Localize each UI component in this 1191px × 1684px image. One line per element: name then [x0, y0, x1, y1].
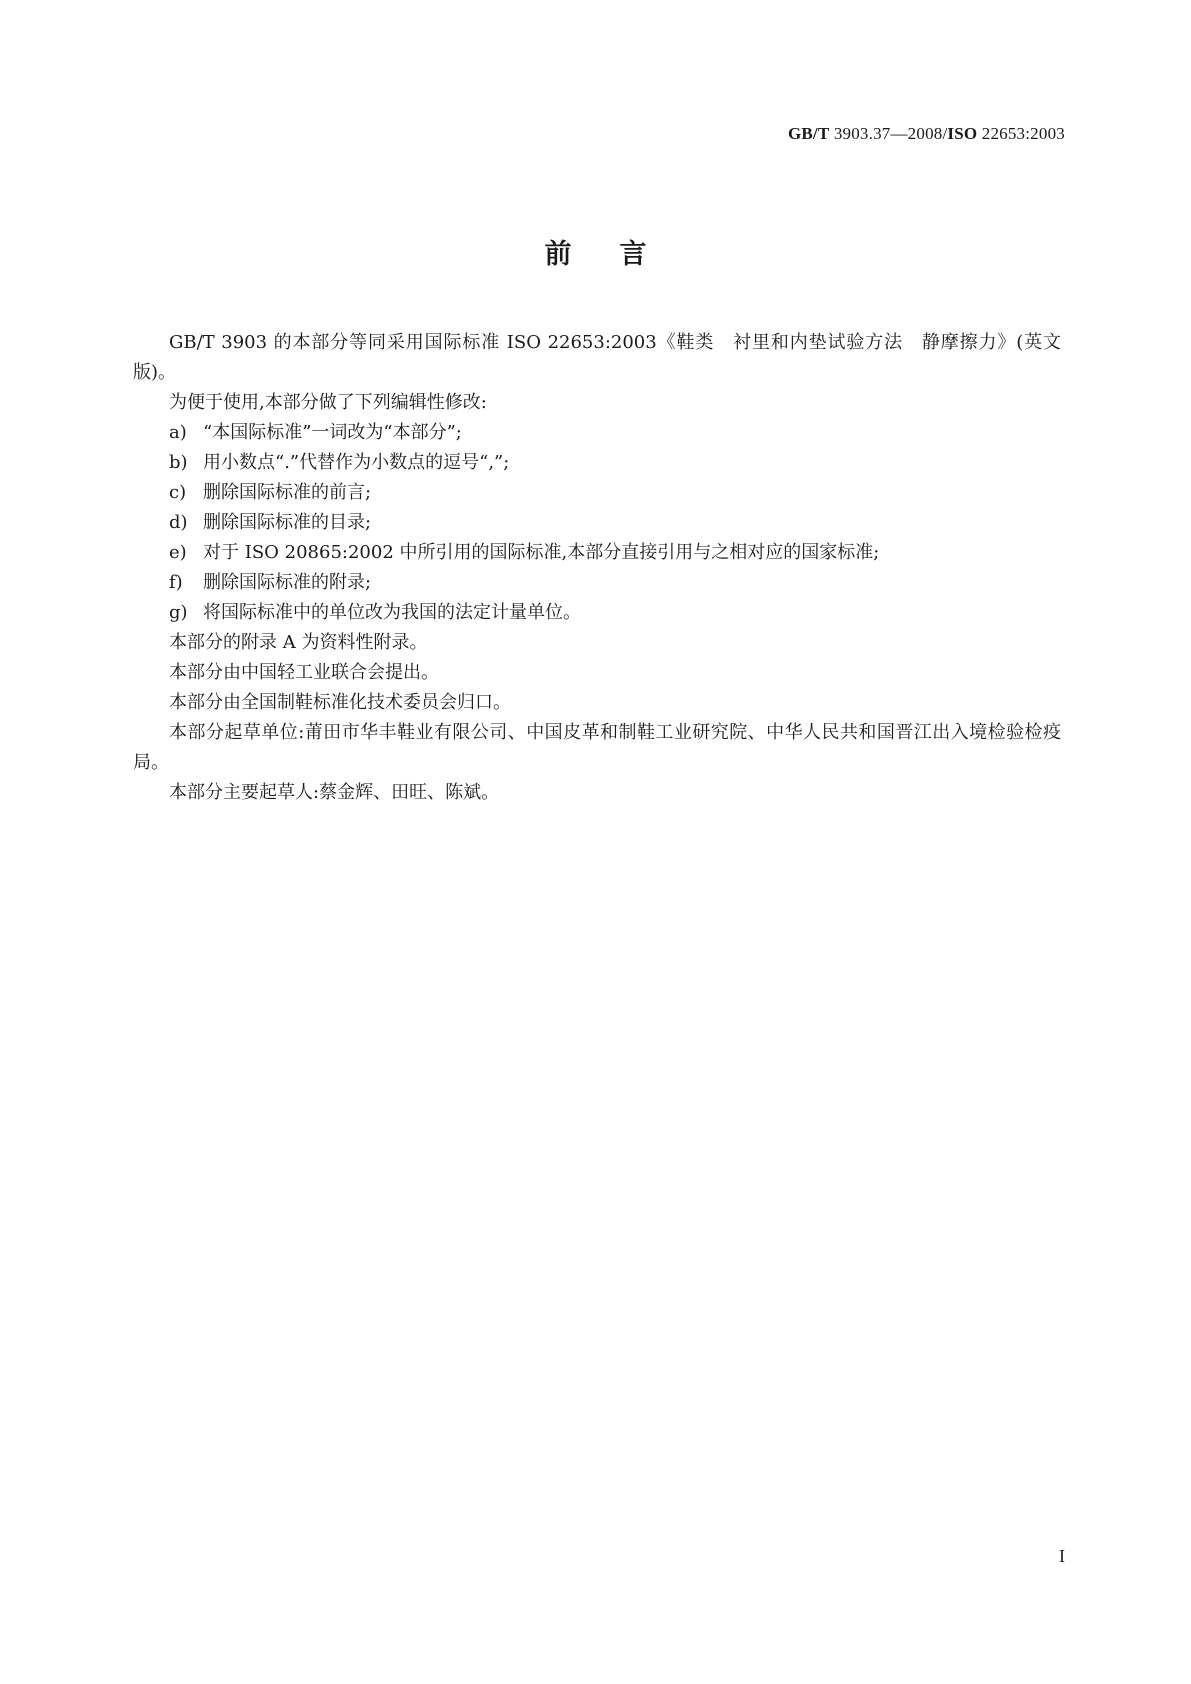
drafting-units-paragraph: 本部分起草单位:莆田市华丰鞋业有限公司、中国皮革和制鞋工业研究院、中华人民共和国晋江出入境检验检疫局。: [133, 722, 1061, 773]
list-item: [133, 568, 1061, 598]
standard-number-main: 3903.37—2008/: [829, 124, 948, 143]
list-item-text: 用小数点“.”代替作为小数点的逗号“,”;: [203, 452, 510, 473]
list-item-label: a): [169, 422, 187, 443]
list-item-label: b): [169, 452, 188, 473]
list-item-text: “本国际标准”一词改为“本部分”;: [203, 422, 462, 443]
centralized-by-paragraph: 本部分由全国制鞋标准化技术委员会归口。: [169, 692, 511, 713]
list-item-label: c): [169, 482, 187, 503]
list-item: [133, 478, 1061, 508]
page-number: I: [1059, 1546, 1065, 1566]
page-title: 前言: [544, 239, 695, 270]
list-item-label: f): [169, 572, 183, 593]
edits-intro-paragraph: 为便于使用,本部分做了下列编辑性修改:: [169, 392, 487, 413]
list-item-text: 删除国际标准的前言;: [203, 482, 372, 503]
standard-number-iso-rest: 22653:2003: [977, 124, 1065, 143]
list-item: [133, 598, 1061, 628]
list-item-label: d): [169, 512, 188, 533]
list-item-text: 将国际标准中的单位改为我国的法定计量单位。: [203, 602, 581, 623]
intro-paragraph: GB/T 3903 的本部分等同采用国际标准 ISO 22653:2003《鞋类 衬里和内垫试验方法 静摩擦力》(英文版)。: [133, 332, 1061, 383]
list-item-text: 删除国际标准的附录;: [203, 572, 372, 593]
list-item: [133, 418, 1061, 448]
list-item-text: 对于 ISO 20865:2002 中所引用的国际标准,本部分直接引用与之相对应的国家标准;: [203, 542, 880, 563]
standard-number-iso: ISO: [947, 124, 978, 143]
drafters-paragraph: 本部分主要起草人:蔡金辉、田旺、陈斌。: [169, 782, 500, 803]
list-item-text: 删除国际标准的目录;: [203, 512, 372, 533]
list-item: [133, 448, 1061, 478]
proposed-by-paragraph: 本部分由中国轻工业联合会提出。: [169, 662, 439, 683]
foreword-body: [133, 328, 1061, 808]
edits-list: [133, 418, 1061, 628]
annex-paragraph: 本部分的附录 A 为资料性附录。: [169, 632, 428, 653]
list-item-label: g): [169, 602, 188, 623]
standard-number: [788, 124, 1065, 144]
standard-number-prefix: GB/T: [787, 124, 830, 143]
list-item: [133, 538, 1061, 568]
list-item: [133, 508, 1061, 538]
list-item-label: e): [169, 542, 187, 563]
